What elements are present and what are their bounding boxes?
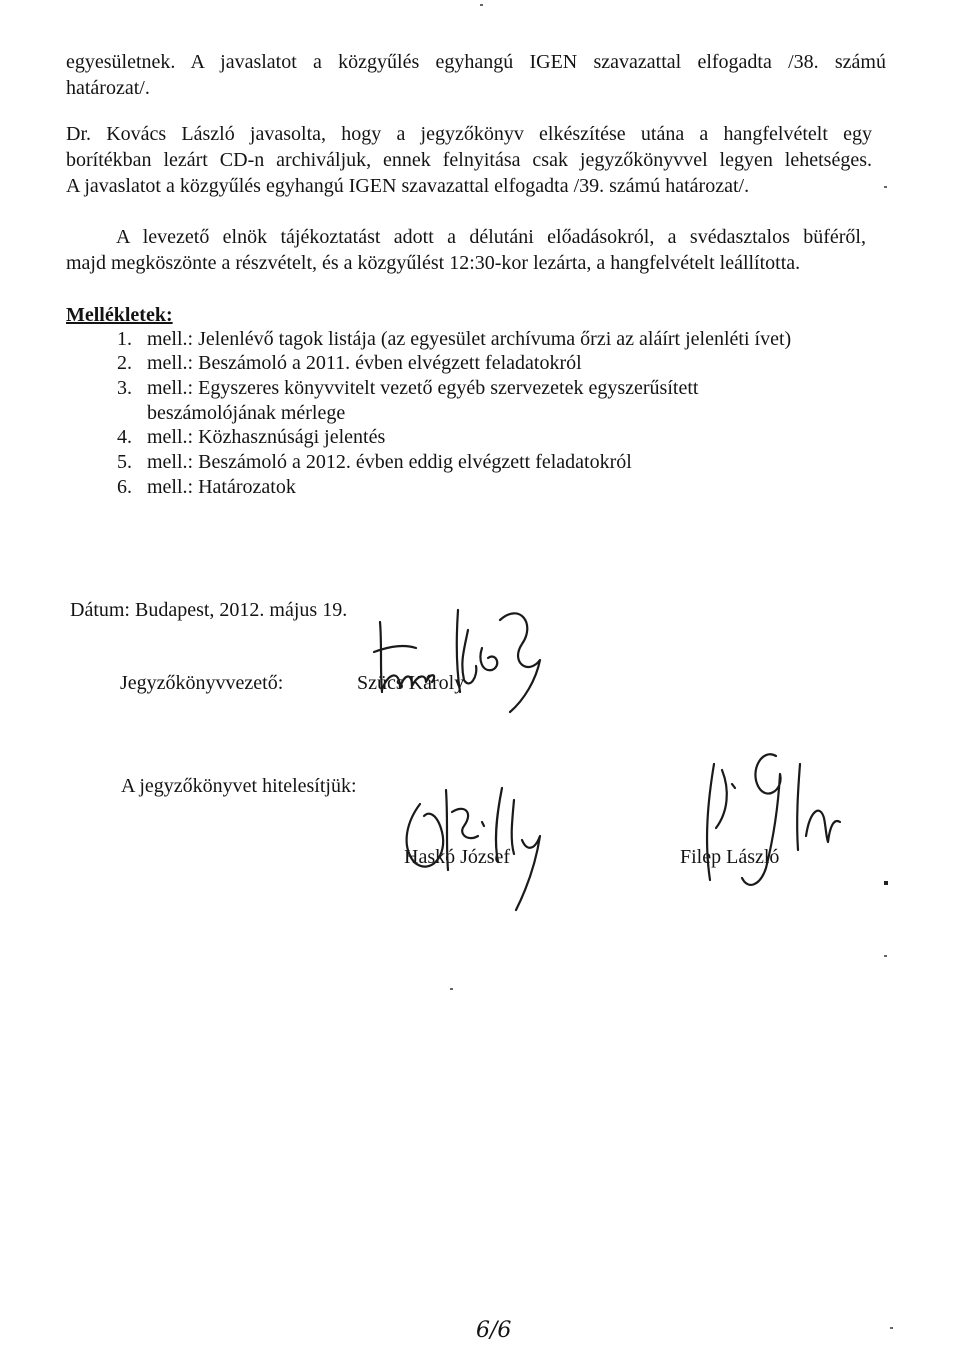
attachment-text: beszámolójának mérlege bbox=[147, 402, 346, 424]
certifier-signature-2 bbox=[680, 740, 860, 900]
paragraph-1 bbox=[66, 49, 886, 101]
attachment-number: 6. bbox=[117, 476, 132, 498]
paragraph-2 bbox=[66, 121, 872, 199]
scan-speck bbox=[884, 186, 887, 188]
text-line: A javaslatot a közgyűlés egyhangú IGEN szavazattal elfogadta /39. számú határozat/. bbox=[66, 175, 750, 197]
page-number: 6/6 bbox=[476, 1318, 512, 1343]
attachment-number: 1. bbox=[117, 328, 132, 350]
attachment-text: mell.: Határozatok bbox=[147, 476, 296, 498]
scan-speck bbox=[884, 955, 887, 957]
text-line: Dr. Kovács László javasolta, hogy a jegyzőkönyv elkészítése utána a hangfelvételt egy bbox=[66, 123, 872, 145]
attachments-heading: Mellékletek: bbox=[66, 304, 173, 326]
certifier-name-2: Filep László bbox=[680, 846, 780, 868]
attachment-item bbox=[117, 449, 632, 475]
certifier-signature-1 bbox=[390, 770, 560, 920]
text-line: egyesületnek. A javaslatot a közgyűlés egyhangú IGEN szavazattal elfogadta /38. számú bbox=[66, 51, 886, 73]
attachment-item bbox=[117, 474, 296, 500]
attachment-text: mell.: Beszámoló a 2011. évben elvégzett feladatokról bbox=[147, 352, 582, 374]
attachment-item bbox=[117, 326, 791, 352]
paragraph-3 bbox=[66, 224, 866, 276]
attachment-number: 2. bbox=[117, 352, 132, 374]
text-line: majd megköszönte a részvételt, és a közgyűlést 12:30-kor lezárta, a hangfelvételt leállította. bbox=[66, 252, 801, 274]
attachment-number: 3. bbox=[117, 377, 132, 399]
certifiers-label: A jegyzőkönyvet hitelesítjük: bbox=[121, 775, 357, 797]
scan-speck bbox=[450, 988, 453, 990]
attachment-item bbox=[117, 400, 345, 426]
certifier-name-1: Haskó József bbox=[404, 846, 511, 868]
attachment-number: 4. bbox=[117, 426, 132, 448]
recorder-signature bbox=[360, 600, 550, 720]
attachment-text: mell.: Egyszeres könyvvitelt vezető egyéb szervezetek egyszerűsített bbox=[147, 377, 699, 399]
attachment-text: mell.: Jelenlévő tagok listája (az egyesület archívuma őrzi az aláírt jelenléti ívet) bbox=[147, 328, 792, 350]
scan-speck bbox=[890, 1327, 893, 1329]
attachment-item bbox=[117, 375, 698, 401]
scan-speck bbox=[480, 4, 483, 6]
attachment-text: mell.: Közhasznúsági jelentés bbox=[147, 426, 386, 448]
recorder-label: Jegyzőkönyvvezető: bbox=[120, 672, 284, 694]
text-line: határozat/. bbox=[66, 77, 150, 99]
attachment-number: 5. bbox=[117, 451, 132, 473]
attachment-text: mell.: Beszámoló a 2012. évben eddig elvégzett feladatokról bbox=[147, 451, 632, 473]
scan-speck bbox=[884, 881, 888, 885]
recorder-name: Szücs Károly bbox=[357, 672, 465, 694]
text-line: A levezető elnök tájékoztatást adott a délutáni előadásokról, a svédasztalos büféről, bbox=[116, 226, 866, 248]
date-line: Dátum: Budapest, 2012. május 19. bbox=[70, 599, 348, 621]
attachment-item bbox=[117, 424, 385, 450]
attachment-item bbox=[117, 350, 582, 376]
text-line: borítékban lezárt CD-n archiváljuk, ennek felnyitása csak jegyzőkönyvvel legyen lehetséges. bbox=[66, 149, 872, 171]
